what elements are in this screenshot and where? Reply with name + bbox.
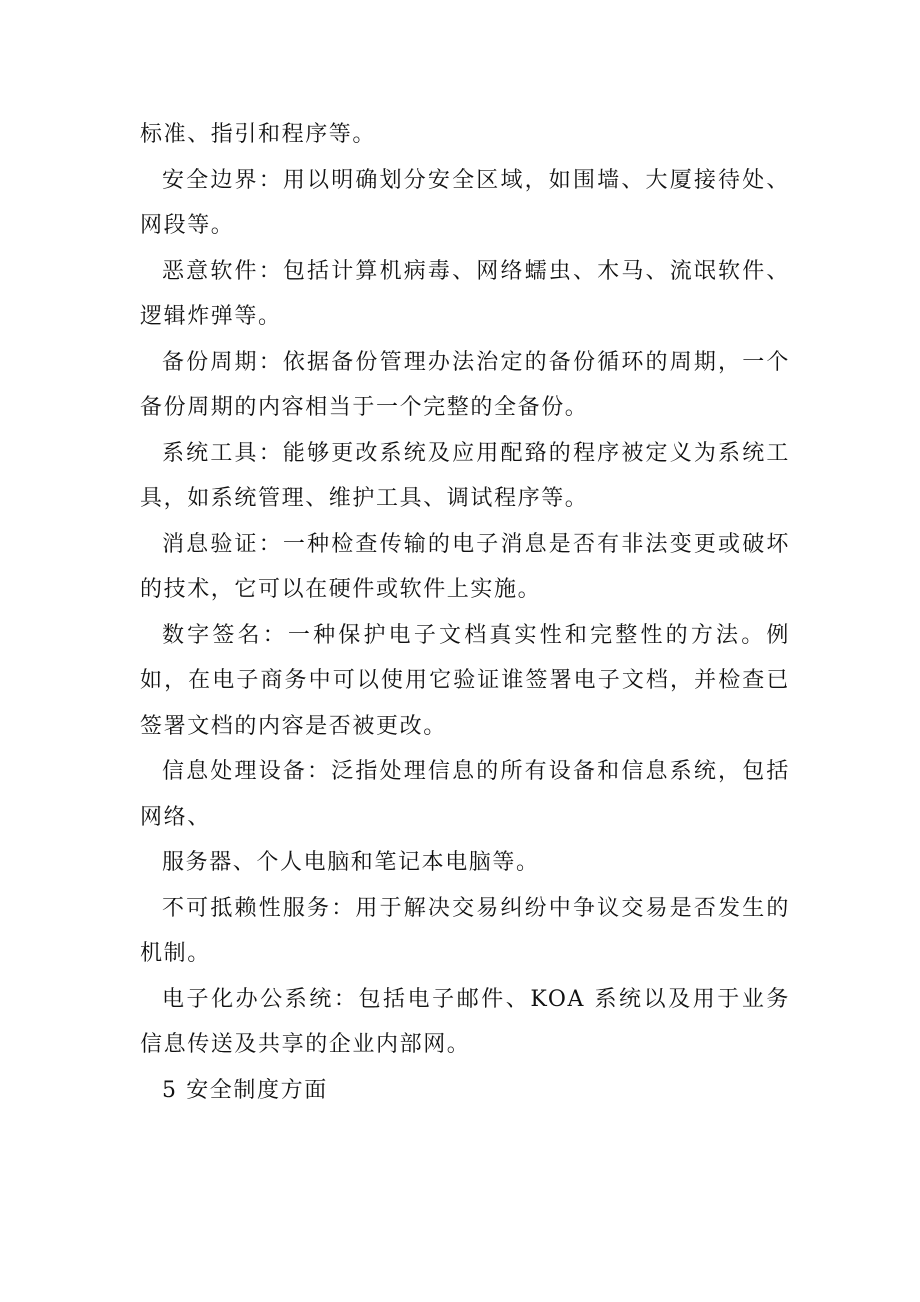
document-body <box>140 112 790 1113</box>
paragraph-electronic-office: 电子化办公系统：包括电子邮件、KOA 系统以及用于业务信息传送及共享的企业内部网。 <box>140 986 790 1057</box>
paragraph-security-boundary: 安全边界：用以明确划分安全区域，如围墙、大厦接待处、网段等。 <box>140 167 790 238</box>
section-heading: 5 安全制度方面 <box>162 1077 328 1103</box>
paragraph-system-tools: 系统工具：能够更改系统及应用配臵的程序被定义为系统工具，如系统管理、维护工具、调试程序等。 <box>140 440 790 511</box>
paragraph-non-repudiation: 不可抵赖性服务：用于解决交易纠纷中争议交易是否发生的机制。 <box>140 895 790 966</box>
paragraph-info-processing-equipment: 信息处理设备：泛指处理信息的所有设备和信息系统，包括网络、 <box>140 759 790 830</box>
paragraph-message-verification: 消息验证：一种检查传输的电子消息是否有非法变更或破坏的技术，它可以在硬件或软件上实施。 <box>140 531 790 602</box>
paragraph-backup-cycle: 备份周期：依据备份管理办法治定的备份循环的周期，一个备份周期的内容相当于一个完整的全备份。 <box>140 349 790 420</box>
paragraph-digital-signature: 数字签名：一种保护电子文档真实性和完整性的方法。例如，在电子商务中可以使用它验证谁签署电子文档，并检查已签署文档的内容是否被更改。 <box>140 622 790 739</box>
paragraph-servers: 服务器、个人电脑和笔记本电脑等。 <box>162 850 540 875</box>
paragraph-malware: 恶意软件：包括计算机病毒、网络蠕虫、木马、流氓软件、逻辑炸弹等。 <box>140 258 790 329</box>
paragraph-continuation: 标准、指引和程序等。 <box>140 122 377 147</box>
